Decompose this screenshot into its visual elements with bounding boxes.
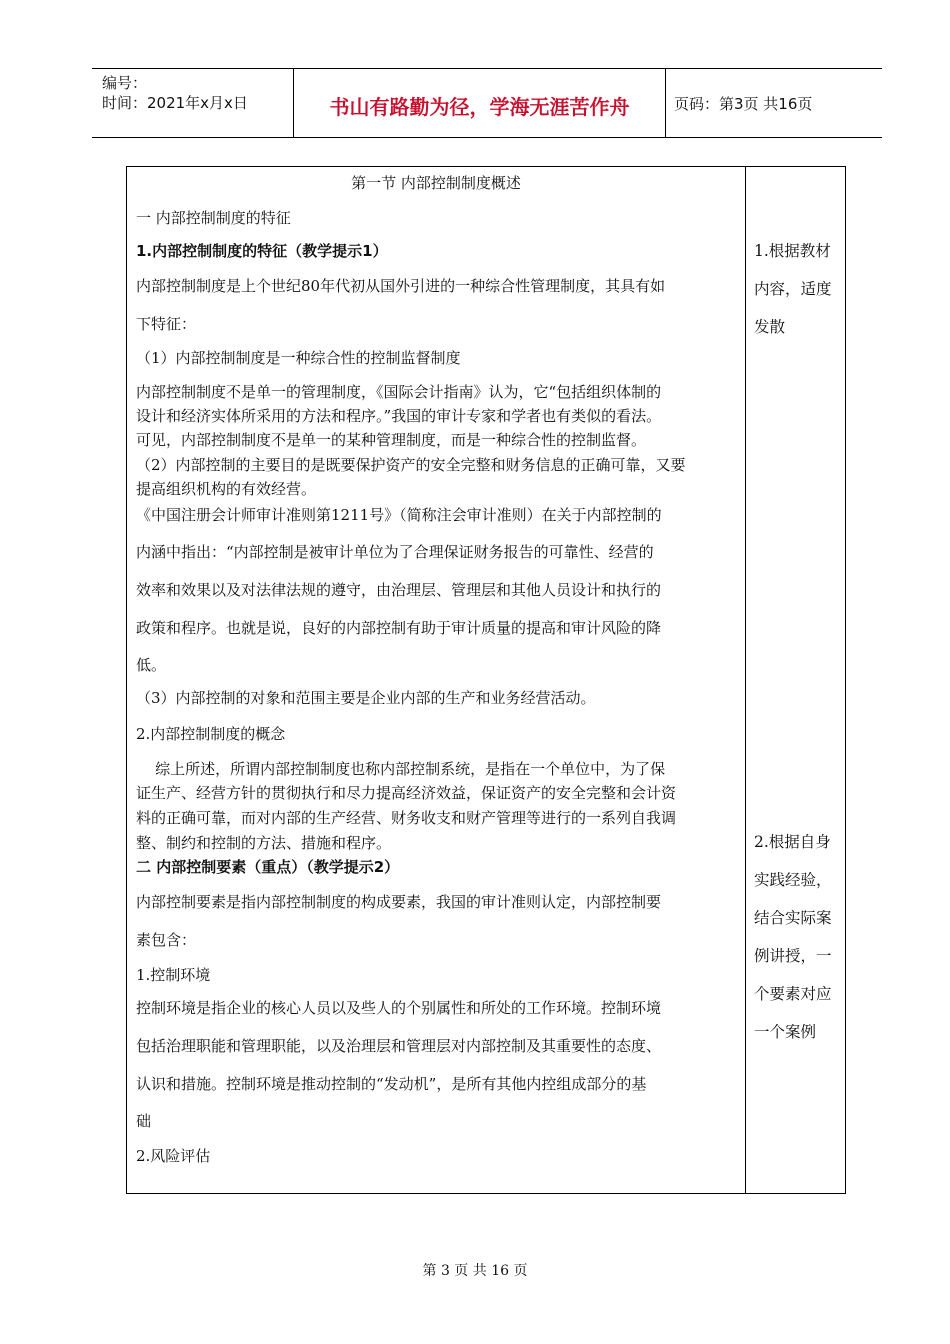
paragraph-line: 认识和措施。控制环境是推动控制的“发动机”，是所有其他内控组成部分的基 (136, 1075, 647, 1093)
paragraph-line: 内涵中指出：“内部控制是被审计单位为了合理保证财务报告的可靠性、经营的 (136, 543, 654, 561)
note-line: 2.根据自身 (754, 833, 831, 851)
header-page-number: 页码：第3页 共16页 (674, 95, 813, 113)
paragraph-line: 综上所述，所谓内部控制制度也称内部控制系统，是指在一个单位中，为了保 (136, 760, 666, 778)
paragraph-line: 控制环境是指企业的核心人员以及些人的个别属性和所处的工作环境。控制环境 (136, 999, 662, 1017)
heading: 一 内部控制制度的特征 (136, 209, 291, 227)
note-line: 发散 (754, 318, 786, 336)
paragraph-line: 础 (136, 1112, 152, 1130)
teaching-note-2 (754, 823, 846, 1051)
header-time: 时间：2021年x月x日 (102, 94, 248, 112)
paragraph-line: 《中国注册会计师审计准则第1211号》（简称注会审计准则）在关于内部控制的 (136, 506, 662, 524)
paragraph-line: 内部控制要素是指内部控制制度的构成要素，我国的审计准则认定，内部控制要 (136, 893, 662, 911)
header-meta (102, 73, 248, 113)
lesson-table (126, 166, 846, 1194)
paragraph-line: 政策和程序。也就是说，良好的内部控制有助于审计质量的提高和审计风险的降 (136, 619, 662, 637)
section-title: 第一节 内部控制制度概述 (351, 174, 521, 192)
column-divider (745, 167, 746, 1193)
list-item: （3）内部控制的对象和范围主要是企业内部的生产和业务经营活动。 (136, 689, 596, 707)
page-header (92, 68, 882, 138)
note-line: 内容，适度 (754, 280, 832, 298)
note-line: 实践经验， (754, 871, 832, 889)
subheading: 2.风险评估 (136, 1147, 211, 1165)
paragraph-line: 设计和经济实体所采用的方法和程序。”我国的审计专家和学者也有类似的看法。 (136, 407, 662, 425)
paragraph-line: 内部控制制度不是单一的管理制度，《国际会计指南》认为，它“包括组织体制的 (136, 383, 662, 401)
teaching-note-1 (754, 232, 846, 346)
subheading: 2.内部控制制度的概念 (136, 725, 286, 743)
page-footer: 第 3 页 共 16 页 (422, 1263, 528, 1279)
paragraph-line: 证生产、经营方针的贯彻执行和尽力提高经济效益，保证资产的安全完整和会计资 (136, 784, 677, 802)
paragraph-line: 下特征： (136, 315, 197, 333)
paragraph-line: 提高组织机构的有效经营。 (136, 480, 317, 498)
heading: 二 内部控制要素（重点）（教学提示2） (136, 858, 400, 876)
note-line: 个要素对应 (754, 985, 832, 1003)
header-number: 编号： (102, 74, 148, 92)
paragraph-line: 整、制约和控制的方法、措施和程序。 (136, 834, 392, 852)
paragraph-line: 可见，内部控制制度不是单一的某种管理制度，而是一种综合性的控制监督。 (136, 431, 647, 449)
note-line: 结合实际案 (754, 909, 832, 927)
list-item: （1）内部控制制度是一种综合性的控制监督制度 (136, 349, 461, 367)
paragraph-line: 效率和效果以及对法律法规的遵守，由治理层、管理层和其他人员设计和执行的 (136, 581, 662, 599)
header-divider (665, 69, 666, 137)
paragraph-line: 低。 (136, 656, 167, 674)
subheading: 1.内部控制制度的特征（教学提示1） (136, 242, 388, 260)
header-motto: 书山有路勤为径，学海无涯苦作舟 (329, 95, 630, 119)
paragraph-line: 料的正确可靠，而对内部的生产经营、财务收支和财产管理等进行的一系列自我调 (136, 809, 677, 827)
paragraph-line: 素包含： (136, 931, 197, 949)
list-item: （2）内部控制的主要目的是既要保护资产的安全完整和财务信息的正确可靠，又要 (136, 456, 686, 474)
note-line: 例讲授，一 (754, 947, 832, 965)
subheading: 1.控制环境 (136, 966, 211, 984)
paragraph-line: 内部控制制度是上个世纪80年代初从国外引进的一种综合性管理制度，其具有如 (136, 277, 666, 295)
note-line: 1.根据教材 (754, 242, 831, 260)
note-line: 一个案例 (754, 1023, 817, 1041)
paragraph-line: 包括治理职能和管理职能，以及治理层和管理层对内部控制及其重要性的态度、 (136, 1037, 662, 1055)
